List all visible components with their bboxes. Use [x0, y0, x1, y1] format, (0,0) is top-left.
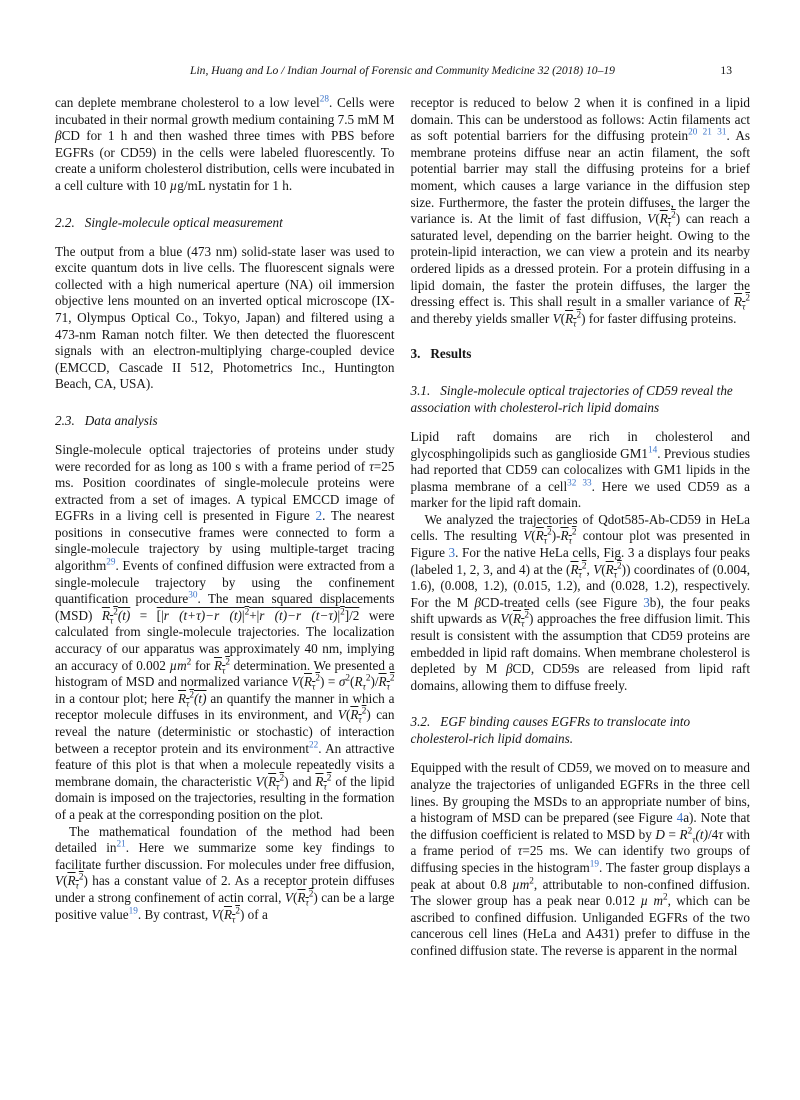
- heading-number: 3.: [410, 346, 421, 362]
- citation-ref[interactable]: 29: [106, 556, 116, 567]
- running-head-citation: Lin, Huang and Lo / Indian Journal of Forensic and Community Medicine 32 (2018) 10–19: [190, 64, 615, 77]
- heading-title: Single-molecule optical measurement: [84, 214, 283, 230]
- citation-ref[interactable]: 21: [116, 838, 126, 849]
- paragraph: We analyzed the trajectories of Qdot585-Ab-CD59 in HeLa cells. The resulting $V(R_\tau^2)-R_\tau^2$ contour plot was presented in Figure 3. For the native HeLa cells, Fig. 3 a displays four peaks (labeled 1, 2, 3, and 4) at the ($R_\tau^2$, $V(R_\tau^2)$) coordinates of (0.004, 1.6), (0.008, 1.2), (0.015, 1.2), and (0.028, 1.2), respectively. For the M βCD-treated cells (see Figure 3b), the four peaks shift upwards as $V(R_\tau^2)$ approaches the free diffusion limit. This result is consistent with the assumption that CD59 proteins are embedded in lipid raft domains. When membrane cholesterol is depleted by M βCD, CD59s are released from lipid raft domains, allowing them to diffuse freely.: [410, 511, 751, 693]
- page-number: 13: [720, 64, 732, 77]
- citation-ref[interactable]: 20 21 31: [688, 126, 727, 137]
- heading-number: 3.1.: [410, 382, 431, 398]
- paragraph: Equipped with the result of CD59, we moved on to measure and analyze the trajectories of unliganded EGFRs in the three cell lines. By grouping the MSDs to an appropriate number of bins, a histogram of MSD can be prepared (see Figure 4a). Note that the diffusion coefficient is related to MSD by $D = R^2_\tau(t)/4\tau$ with a frame period of τ=25 ms. We can identify two groups of diffusing species in the histogram$^{19}$. The faster group displays a peak at about 0.8 µm$^2$, attributable to non-confined diffusion. The slower group has a peak near 0.012 µ $m^2$, which can be ascribed to confined diffusion. Unliganded EGFRs of the two cancerous cell lines (HeLa and A431) prefer to diffuse in the confined diffusion state. The reverse is apparent in the normal: [410, 760, 751, 958]
- two-column-body: [55, 95, 750, 960]
- citation-ref[interactable]: 30: [188, 589, 198, 600]
- subsection-heading: [411, 382, 751, 416]
- heading-title: EGF binding causes EGFRs to translocate into cholesterol-rich lipid domains.: [410, 714, 691, 747]
- paragraph: The output from a blue (473 nm) solid-state laser was used to excite quantum dots in live cells. The fluorescent signals were collected with a high numerical aperture (NA) oil immersion objective lens mounted on an inverted optical microscope (IX-71, Olympus Optical Co., Tokyo, Japan) and filtered using a 473-nm Raman notch filter. We then detected the fluorescent signals with an electron-multiplying charge-coupled device (EMCCD, Cascade II 512, Photometrics Inc., Huntington Beach, CA, USA).: [55, 243, 395, 392]
- heading-number: 3.2.: [410, 714, 431, 730]
- paragraph: can deplete membrane cholesterol to a low level$^{28}$. Cells were incubated in their normal growth medium containing 7.5 mM M βCD for 1 h and then washed three times with PBS before EGFRs (or CD59) in the cells were labeled fluorescently. To create a uniform cholesterol distribution, cells were incubated in a cell culture with 10 µg/mL nystatin for 1 h.: [55, 93, 395, 193]
- citation-ref[interactable]: 19: [128, 905, 138, 916]
- running-header: [55, 64, 750, 78]
- paragraph: The mathematical foundation of the method had been detailed in$^{21}$. Here we summarize some key findings to facilitate further discussion. For molecules under free diffusion, $V(R_\tau^2)$ has a constant value of 2. As a receptor protein diffuses under a strong confinement of actin corral, $V(R_\tau^2)$ can be a large positive value$^{19}$. By contrast, $V(R_\tau^2)$ of a: [55, 823, 395, 925]
- paragraph: Lipid raft domains are rich in cholesterol and glycosphingolipids such as ganglioside GM1$^{14}$. Previous studies had reported that CD59 can colocalizes with GM1 lipids in the plasma membrane of a cell$^{32 33}$. Here we used CD59 as a marker for the lipid raft domain.: [410, 428, 750, 511]
- figure-ref[interactable]: 3: [643, 594, 650, 610]
- heading-title: Single-molecule optical trajectories of CD59 reveal the association with cholesterol-rich lipid domains: [410, 382, 733, 415]
- section-heading: [411, 346, 751, 363]
- heading-title: Results: [430, 346, 472, 362]
- citation-ref[interactable]: 19: [589, 858, 599, 869]
- citation-ref[interactable]: 14: [648, 444, 658, 455]
- paragraph: Single-molecule optical trajectories of proteins under study were recorded for as long as 100 s with a frame period of τ=25 ms. Position coordinates of single-molecule proteins were extracted from a set of images. A typical EMCCD image of EGFRs in a living cell is presented in Figure 2. The nearest positions in consecutive frames were connected to form a single-molecule trajectory by using multiple-target tracing algorithm$^{29}$. Events of confined diffusion were extracted from a single-molecule trajectory by using the confinement quantification procedure$^{30}$. The mean squared displacements (MSD) $R_\tau^2(t)$ = $[|r⃗(t+\tau)-r⃗(t)|^2+|r⃗(t)-r⃗(t-\tau)|^2]/2$ were calculated from single-molecule trajectories. The localization accuracy of our apparatus was approximately 40 nm, implying an accuracy of 0.002 µm$^2$ for $R_\tau^2$ determination. We presented a histogram of MSD and normalized variance $V(R_\tau^2) = \sigma^2(R_\tau^2)/R_\tau^2$ in a contour plot; here $R_\tau^2(t)$ an quantify the manner in which a receptor molecule diffuses in its environment, and $V(R_\tau^2)$ can reveal the nature (deterministic or stochastic) of interaction between a receptor protein and its environment$^{22}$. An attractive feature of this plot is that when a molecule repeatedly visits a membrane domain, the characteristic $V(R_\tau^2)$ and $R_\tau^2$ of the lipid domain is imposed on the trajectories, resulting in the formation of a peak at the corresponding position on the plot.: [55, 441, 395, 822]
- heading-number: 2.2.: [55, 214, 75, 230]
- right-column: [411, 95, 751, 960]
- subsection-heading: [411, 713, 751, 747]
- left-column: [55, 95, 395, 923]
- citation-ref[interactable]: 28: [319, 93, 329, 104]
- subsection-heading: [55, 214, 395, 231]
- figure-ref[interactable]: 2: [315, 508, 323, 524]
- figure-ref[interactable]: 3: [448, 545, 456, 561]
- heading-title: Data analysis: [84, 412, 158, 428]
- citation-ref[interactable]: 22: [309, 739, 319, 750]
- figure-ref[interactable]: 4: [676, 810, 684, 826]
- citation-ref[interactable]: 32 33: [567, 477, 592, 488]
- heading-number: 2.3.: [55, 412, 75, 428]
- paragraph: receptor is reduced to below 2 when it is confined in a lipid domain. This can be understood as follows: Actin filaments act as soft potential barriers for the diffusing protein$^{20 21 31}$. As membrane proteins diffuse near an actin filament, the soft potential barrier may stall the diffusing proteins for a brief moment, which causes a large variance in the diffusion step size. Furthermore, the faster the protein diffuses, the larger the variance is. At the limit of fast diffusion, $V(R_\tau^2)$ can reach a saturated level, depending on the barrier height. Owing to the protein-lipid interaction, we can view a protein and its nearby ordered lipids as a dressed protein. For a protein diffusing in a lipid domain, the faster the protein diffuses, the larger the dressing effect is. This shall result in a smaller variance of $R_\tau^2$ and thereby yields smaller $V(R_\tau^2)$ for faster diffusing proteins.: [410, 95, 751, 329]
- subsection-heading: [55, 412, 395, 429]
